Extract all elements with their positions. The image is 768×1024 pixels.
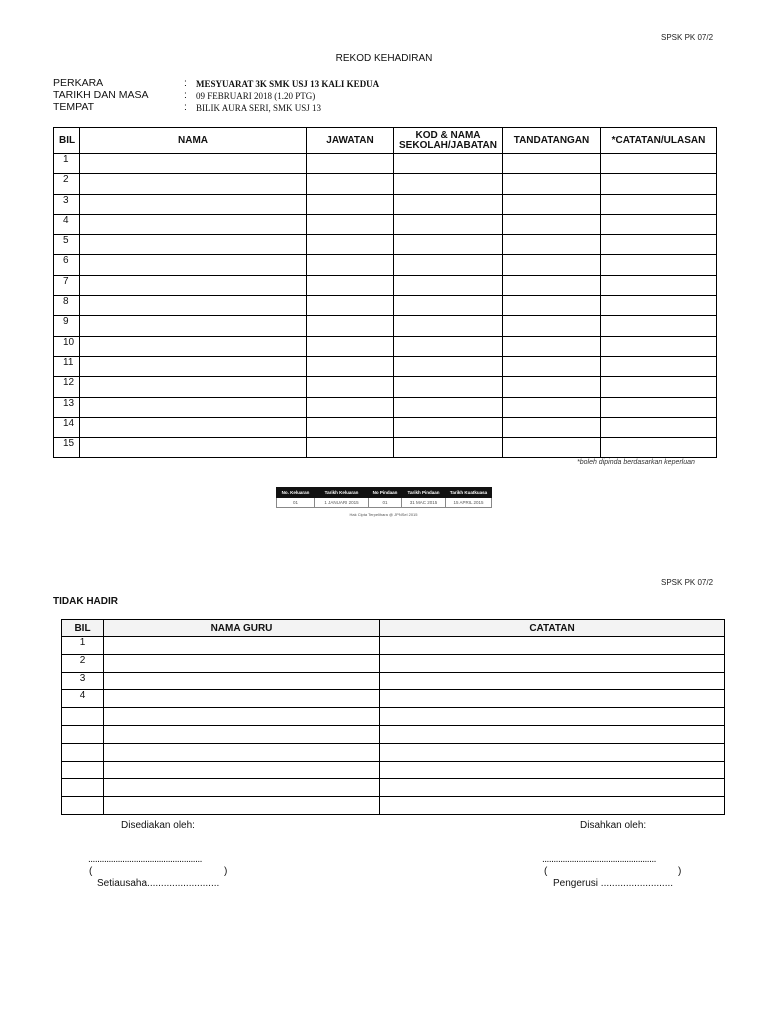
- kod-sekolah-cell[interactable]: [394, 235, 503, 255]
- col-tandatangan: TANDATANGAN: [503, 128, 601, 154]
- control-header: No. Keluaran: [277, 488, 315, 498]
- open-paren: (: [544, 866, 548, 877]
- bil-cell: 5: [54, 235, 80, 255]
- nama-cell[interactable]: [80, 377, 307, 397]
- bil-cell: [62, 743, 104, 761]
- kod-sekolah-cell[interactable]: [394, 336, 503, 356]
- close-paren: ): [224, 866, 228, 877]
- jawatan-cell[interactable]: [307, 235, 394, 255]
- tandatangan-cell[interactable]: [503, 174, 601, 194]
- catatan-cell[interactable]: [380, 761, 725, 779]
- jawatan-cell[interactable]: [307, 377, 394, 397]
- bil-cell: 7: [54, 275, 80, 295]
- table-row: [62, 797, 725, 815]
- catatan-cell[interactable]: [380, 708, 725, 726]
- nama-cell[interactable]: [80, 174, 307, 194]
- bil-cell: 1: [62, 637, 104, 655]
- kod-sekolah-cell[interactable]: [394, 214, 503, 234]
- nama-guru-cell[interactable]: [104, 761, 380, 779]
- chairman-role: Pengerusi ..........................: [553, 878, 674, 889]
- secretary-role: Setiausaha..........................: [97, 878, 220, 889]
- nama-cell[interactable]: [80, 397, 307, 417]
- catatan-cell[interactable]: [601, 356, 717, 376]
- kod-sekolah-cell[interactable]: [394, 356, 503, 376]
- kod-sekolah-cell[interactable]: [394, 296, 503, 316]
- nama-cell[interactable]: [80, 417, 307, 437]
- tandatangan-cell[interactable]: [503, 255, 601, 275]
- bil-cell: 2: [54, 174, 80, 194]
- meta-value-perkara: MESYUARAT 3K SMK USJ 13 KALI KEDUA: [196, 79, 380, 89]
- jawatan-cell[interactable]: [307, 154, 394, 174]
- nama-guru-cell[interactable]: [104, 725, 380, 743]
- nama-guru-cell[interactable]: [104, 743, 380, 761]
- control-value: 01: [369, 498, 402, 508]
- open-paren: (: [89, 866, 93, 877]
- col-kod-line1: KOD & NAMA: [415, 129, 481, 141]
- bil-cell: 3: [54, 194, 80, 214]
- prepared-by-signature-line: ..................................................: [88, 854, 202, 865]
- catatan-cell[interactable]: [601, 397, 717, 417]
- meta-value-tarikh: 09 FEBRUARI 2018 (1.20 PTG): [196, 91, 316, 101]
- catatan-cell[interactable]: [380, 743, 725, 761]
- table-row: [54, 154, 717, 174]
- kod-sekolah-cell[interactable]: [394, 255, 503, 275]
- bil-cell: 6: [54, 255, 80, 275]
- control-header-row: [277, 488, 492, 498]
- tandatangan-cell[interactable]: [503, 275, 601, 295]
- table-row: [62, 672, 725, 690]
- nama-cell[interactable]: [80, 154, 307, 174]
- kod-sekolah-cell[interactable]: [394, 154, 503, 174]
- bil-cell: [62, 761, 104, 779]
- control-value-row: [277, 498, 492, 508]
- catatan-cell[interactable]: [601, 417, 717, 437]
- bil-cell: 8: [54, 296, 80, 316]
- bil-cell: 11: [54, 356, 80, 376]
- bil-cell: [62, 779, 104, 797]
- tandatangan-cell[interactable]: [503, 417, 601, 437]
- tandatangan-cell[interactable]: [503, 438, 601, 458]
- kod-sekolah-cell[interactable]: [394, 438, 503, 458]
- meta-label-perkara: PERKARA: [53, 77, 104, 89]
- kod-sekolah-cell[interactable]: [394, 417, 503, 437]
- close-paren: ): [678, 866, 682, 877]
- table-row: [54, 275, 717, 295]
- jawatan-cell[interactable]: [307, 417, 394, 437]
- tandatangan-cell[interactable]: [503, 397, 601, 417]
- catatan-cell[interactable]: [601, 174, 717, 194]
- prepared-by-label: Disediakan oleh:: [121, 820, 195, 831]
- table-row: [62, 779, 725, 797]
- table-row: [62, 654, 725, 672]
- nama-cell[interactable]: [80, 255, 307, 275]
- meta-label-tarikh: TARIKH DAN MASA: [53, 89, 149, 101]
- catatan-cell[interactable]: [601, 154, 717, 174]
- bil-cell: 14: [54, 417, 80, 437]
- bil-cell: 9: [54, 316, 80, 336]
- bil-cell: 12: [54, 377, 80, 397]
- attendance-header-row: [54, 128, 717, 154]
- bil-cell: 3: [62, 672, 104, 690]
- meta-colon: :: [184, 89, 187, 101]
- catatan-cell[interactable]: [601, 377, 717, 397]
- catatan-cell[interactable]: [380, 672, 725, 690]
- meta-colon: :: [184, 101, 187, 113]
- control-header: No Pindaan: [369, 488, 402, 498]
- meta-value-tempat: BILIK AURA SERI, SMK USJ 13: [196, 103, 322, 113]
- table-row: [62, 761, 725, 779]
- table-row: [54, 235, 717, 255]
- table-row: [54, 174, 717, 194]
- nama-cell[interactable]: [80, 438, 307, 458]
- control-header: Tarikh Kuatkuasa: [446, 488, 492, 498]
- attendance-table: [53, 127, 717, 458]
- catatan-cell[interactable]: [601, 235, 717, 255]
- catatan-cell[interactable]: [601, 214, 717, 234]
- control-value: 31 MAC 2015: [402, 498, 446, 508]
- table-row: [54, 438, 717, 458]
- nama-cell[interactable]: [80, 356, 307, 376]
- nama-cell[interactable]: [80, 235, 307, 255]
- meta-label-tempat: TEMPAT: [53, 101, 95, 113]
- tandatangan-cell[interactable]: [503, 316, 601, 336]
- meta-colon: :: [184, 77, 187, 89]
- bil-cell: 13: [54, 397, 80, 417]
- kod-sekolah-cell[interactable]: [394, 377, 503, 397]
- catatan-cell[interactable]: [380, 637, 725, 655]
- bil-cell: [62, 725, 104, 743]
- approved-by-signature-line: ..................................................: [542, 854, 656, 865]
- jawatan-cell[interactable]: [307, 275, 394, 295]
- absence-header-row: [62, 620, 725, 637]
- bil-cell: 1: [54, 154, 80, 174]
- bil-cell: [62, 797, 104, 815]
- bil-cell: 4: [62, 690, 104, 708]
- nama-guru-cell[interactable]: [104, 797, 380, 815]
- table-row: [54, 214, 717, 234]
- jawatan-cell[interactable]: [307, 356, 394, 376]
- catatan-cell[interactable]: [601, 336, 717, 356]
- tandatangan-cell[interactable]: [503, 377, 601, 397]
- jawatan-cell[interactable]: [307, 214, 394, 234]
- kod-sekolah-cell[interactable]: [394, 275, 503, 295]
- jawatan-cell[interactable]: [307, 255, 394, 275]
- section-title: TIDAK HADIR: [53, 596, 118, 607]
- jawatan-cell[interactable]: [307, 174, 394, 194]
- catatan-cell[interactable]: [380, 779, 725, 797]
- nama-guru-cell[interactable]: [104, 779, 380, 797]
- table-row: [54, 397, 717, 417]
- col-nama-guru: NAMA GURU: [104, 620, 380, 637]
- col-kod-sekolah: [394, 128, 503, 154]
- form-code-2: SPSK PK 07/2: [661, 578, 714, 587]
- bil-cell: 4: [54, 214, 80, 234]
- control-value: 1 JANUARI 2015: [315, 498, 369, 508]
- jawatan-cell[interactable]: [307, 296, 394, 316]
- absence-table: [61, 619, 725, 815]
- tandatangan-cell[interactable]: [503, 154, 601, 174]
- catatan-cell[interactable]: [601, 275, 717, 295]
- nama-guru-cell[interactable]: [104, 637, 380, 655]
- catatan-cell[interactable]: [380, 690, 725, 708]
- jawatan-cell[interactable]: [307, 316, 394, 336]
- footnote: *boleh dipinda berdasarkan keperluan: [577, 459, 695, 466]
- col-catatan: CATATAN: [380, 620, 725, 637]
- col-nama: NAMA: [80, 128, 307, 154]
- jawatan-cell[interactable]: [307, 194, 394, 214]
- table-row: [62, 743, 725, 761]
- document-control-table: [276, 487, 492, 508]
- jawatan-cell[interactable]: [307, 336, 394, 356]
- nama-cell[interactable]: [80, 275, 307, 295]
- table-row: [54, 356, 717, 376]
- catatan-cell[interactable]: [380, 654, 725, 672]
- bil-cell: [62, 708, 104, 726]
- table-row: [54, 316, 717, 336]
- col-bil: BIL: [62, 620, 104, 637]
- nama-cell[interactable]: [80, 214, 307, 234]
- nama-cell[interactable]: [80, 316, 307, 336]
- control-value: 01: [277, 498, 315, 508]
- tandatangan-cell[interactable]: [503, 356, 601, 376]
- tandatangan-cell[interactable]: [503, 296, 601, 316]
- kod-sekolah-cell[interactable]: [394, 316, 503, 336]
- tandatangan-cell[interactable]: [503, 194, 601, 214]
- table-row: [62, 637, 725, 655]
- nama-cell[interactable]: [80, 336, 307, 356]
- catatan-cell[interactable]: [601, 194, 717, 214]
- catatan-cell[interactable]: [380, 797, 725, 815]
- bil-cell: 10: [54, 336, 80, 356]
- tandatangan-cell[interactable]: [503, 336, 601, 356]
- table-row: [54, 336, 717, 356]
- table-row: [54, 377, 717, 397]
- nama-guru-cell[interactable]: [104, 690, 380, 708]
- approved-by-label: Disahkan oleh:: [580, 820, 647, 831]
- page-title: REKOD KEHADIRAN: [335, 53, 433, 64]
- col-catatan: *CATATAN/ULASAN: [601, 128, 717, 154]
- table-row: [54, 255, 717, 275]
- catatan-cell[interactable]: [380, 725, 725, 743]
- catatan-cell[interactable]: [601, 255, 717, 275]
- col-bil: BIL: [54, 128, 80, 154]
- catatan-cell[interactable]: [601, 296, 717, 316]
- nama-guru-cell[interactable]: [104, 672, 380, 690]
- table-row: [62, 690, 725, 708]
- catatan-cell[interactable]: [601, 438, 717, 458]
- form-code: SPSK PK 07/2: [661, 33, 714, 42]
- col-kod-line2: SEKOLAH/JABATAN: [399, 139, 497, 151]
- table-row: [62, 725, 725, 743]
- control-header: Tarikh Keluaran: [315, 488, 369, 498]
- control-header: Tarikh Pindaan: [402, 488, 446, 498]
- kod-sekolah-cell[interactable]: [394, 174, 503, 194]
- table-row: [62, 708, 725, 726]
- control-value: 15 APRIL 2015: [446, 498, 492, 508]
- table-row: [54, 296, 717, 316]
- bil-cell: 15: [54, 438, 80, 458]
- col-jawatan: JAWATAN: [307, 128, 394, 154]
- nama-cell[interactable]: [80, 296, 307, 316]
- tandatangan-cell[interactable]: [503, 214, 601, 234]
- nama-guru-cell[interactable]: [104, 708, 380, 726]
- jawatan-cell[interactable]: [307, 397, 394, 417]
- jawatan-cell[interactable]: [307, 438, 394, 458]
- catatan-cell[interactable]: [601, 316, 717, 336]
- nama-cell[interactable]: [80, 194, 307, 214]
- kod-sekolah-cell[interactable]: [394, 397, 503, 417]
- kod-sekolah-cell[interactable]: [394, 194, 503, 214]
- table-row: [54, 417, 717, 437]
- bil-cell: 2: [62, 654, 104, 672]
- nama-guru-cell[interactable]: [104, 654, 380, 672]
- copyright-text: Hak Cipta Terpelihara @ JPNSel 2015: [349, 512, 418, 517]
- tandatangan-cell[interactable]: [503, 235, 601, 255]
- table-row: [54, 194, 717, 214]
